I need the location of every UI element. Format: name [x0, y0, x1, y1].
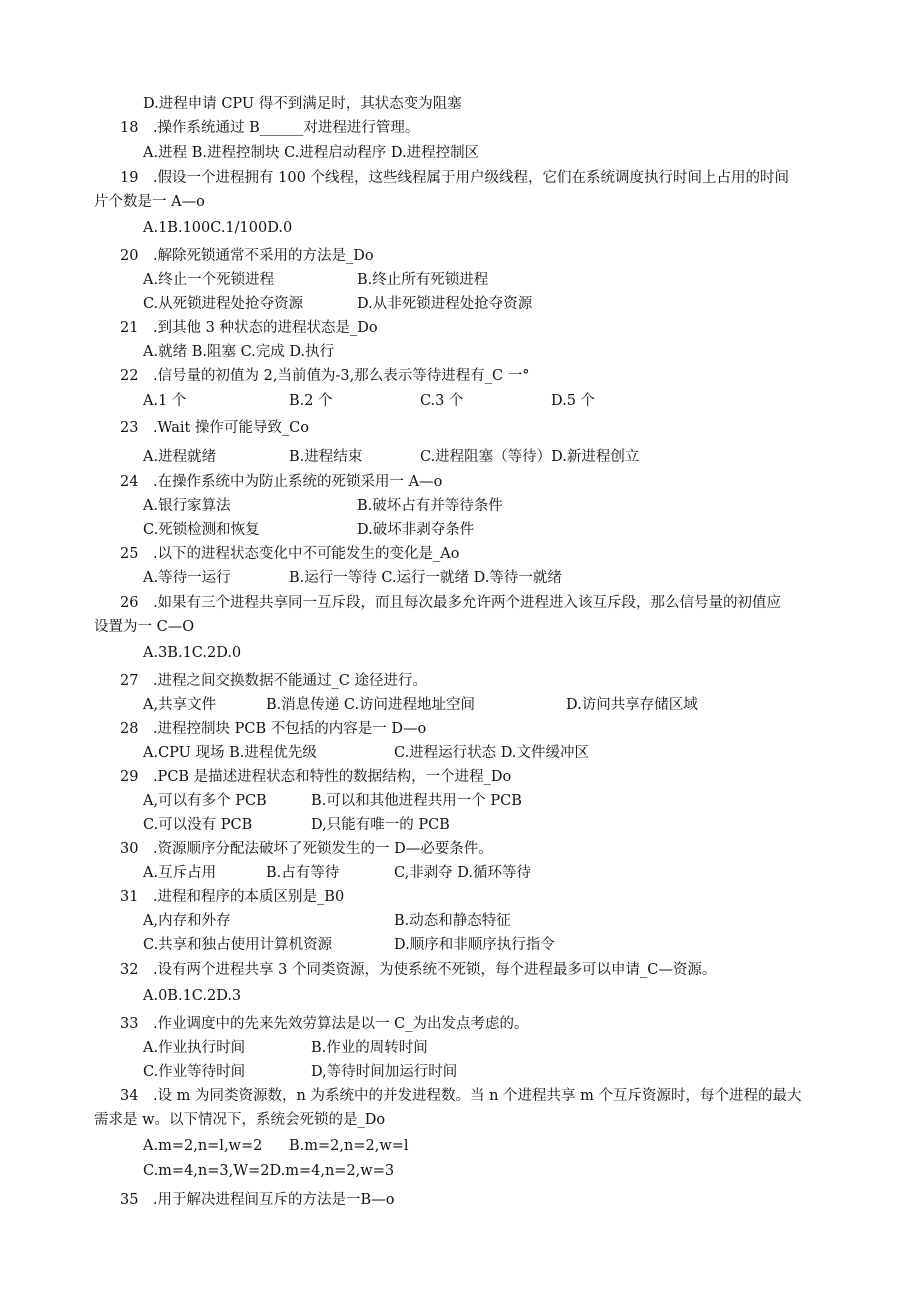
question-line: 33 .作业调度中的先来先效劳算法是以一 C_为出发点考虑的。 [120, 1016, 529, 1032]
question-line: 22 .信号量的初值为 2,当前值为-3,那么表示等待进程有_C 一° [120, 368, 530, 384]
option-b: B.进程结束 [289, 449, 363, 465]
option-c: C.3 个 [420, 393, 464, 409]
option-a: A.等待一运行 [143, 570, 231, 586]
question-line: 32 .设有两个进程共享 3 个同类资源，为使系统不死锁，每个进程最多可以申请_C—资源。 [120, 962, 717, 978]
option-line: A.进程 B.进程控制块 C.进程启动程序 D.进程控制区 [143, 145, 480, 161]
option-b: B.运行一等待 C.运行一就绪 D.等待一就绪 [289, 570, 562, 586]
option-a: A.CPU 现场 B.进程优先级 [143, 745, 317, 761]
question-continuation: 设置为一 C—O [94, 619, 195, 635]
option-c: C.进程运行状态 D.文件缓冲区 [394, 745, 590, 761]
option-line: A.0B.1C.2D.3 [143, 988, 242, 1004]
option-c: C.死锁检测和恢复 [143, 522, 260, 538]
option-b: B.消息传递 C.访问进程地址空间 [266, 697, 476, 713]
option-b: B.可以和其他进程共用一个 PCB [311, 793, 522, 809]
option-a: A.进程就绪 [143, 449, 217, 465]
option-a: A.作业执行时间 [143, 1040, 246, 1056]
option-a: A,共享文件 [143, 697, 217, 713]
option-b: B.2 个 [289, 393, 333, 409]
question-continuation: 需求是 w。以下情况下，系统会死锁的是_Do [94, 1112, 386, 1128]
question-line: 30 .资源顺序分配法破坏了死锁发生的一 D—必要条件。 [120, 841, 493, 857]
question-line: 23 .Wait 操作可能导致_Co [120, 420, 309, 436]
option-a: A.银行家算法 [143, 498, 231, 514]
question-line: 25 .以下的进程状态变化中不可能发生的变化是_Ao [120, 546, 460, 562]
option-line: A.1B.100C.1/100D.0 [143, 220, 293, 236]
option-a: A.互斥占用 [143, 865, 217, 881]
option-d: D.5 个 [551, 393, 596, 409]
option-d: D.破坏非剥夺条件 [357, 522, 475, 538]
option-a: A,可以有多个 PCB [143, 793, 267, 809]
question-line: 27 .进程之间交换数据不能通过_C 途径进行。 [120, 673, 428, 689]
option-c: C.从死锁进程处抢夺资源 [143, 296, 304, 312]
option-line: A.就绪 B.阻塞 C.完成 D.执行 [143, 344, 335, 360]
option-a: A,内存和外存 [143, 913, 231, 929]
option-line: C.m=4,n=3,W=2D.m=4,n=2,w=3 [143, 1163, 395, 1179]
question-line: 19 .假设一个进程拥有 100 个线程，这些线程属于用户级线程，它们在系统调度执行时间上占用的时间 [120, 170, 789, 186]
question-line: 18 .操作系统通过 B______对进程进行管理。 [120, 120, 420, 136]
option-b: B.m=2,n=2,w=l [289, 1138, 409, 1154]
question-line: 35 .用于解决进程间互斥的方法是一B—o [120, 1192, 395, 1208]
option-c: C.共享和独占使用计算机资源 [143, 937, 333, 953]
question-line: 31 .进程和程序的本质区别是_B0 [120, 889, 345, 905]
option-line: A.3B.1C.2D.0 [143, 645, 242, 661]
option-b: B.动态和静态特征 [394, 913, 511, 929]
option-b: B.作业的周转时间 [311, 1040, 428, 1056]
option-line: D.进程申请 CPU 得不到满足时，其状态变为阻塞 [143, 96, 462, 112]
option-c: C.进程阻塞（等待）D.新进程创立 [420, 449, 640, 465]
option-d: D,只能有唯一的 PCB [311, 817, 450, 833]
option-c: C.可以没有 PCB [143, 817, 253, 833]
option-b: B.破坏占有并等待条件 [357, 498, 503, 514]
option-d: D.从非死锁进程处抢夺资源 [357, 296, 533, 312]
question-line: 26 .如果有三个进程共享同一互斥段，而且每次最多允许两个进程进入该互斥段，那么信号量的初值应 [120, 595, 782, 611]
question-continuation: 片个数是一 A—o [94, 194, 205, 210]
option-c: C,非剥夺 D.循环等待 [394, 865, 532, 881]
question-line: 21 .到其他 3 种状态的进程状态是_Do [120, 320, 378, 336]
question-line: 34 .设 m 为同类资源数，n 为系统中的并发进程数。当 n 个进程共享 m 个互斥资源时，每个进程的最大 [120, 1088, 802, 1104]
option-d: D.访问共享存储区域 [566, 697, 698, 713]
option-c: C.作业等待时间 [143, 1064, 246, 1080]
question-line: 20 .解除死锁通常不采用的方法是_Do [120, 248, 374, 264]
option-b: B.终止所有死锁进程 [357, 272, 489, 288]
option-d: D,等待时间加运行时间 [311, 1064, 458, 1080]
question-line: 29 .PCB 是描述进程状态和特性的数据结构，一个进程_Do [120, 769, 512, 785]
question-line: 28 .进程控制块 PCB 不包括的内容是一 D—o [120, 721, 427, 737]
option-d: D.顺序和非顺序执行指令 [394, 937, 555, 953]
option-a: A.1 个 [143, 393, 187, 409]
option-a: A.终止一个死锁进程 [143, 272, 275, 288]
option-b: B.占有等待 [266, 865, 340, 881]
option-a: A.m=2,n=l,w=2 [143, 1138, 263, 1154]
question-line: 24 .在操作系统中为防止系统的死锁采用一 A—o [120, 474, 443, 490]
